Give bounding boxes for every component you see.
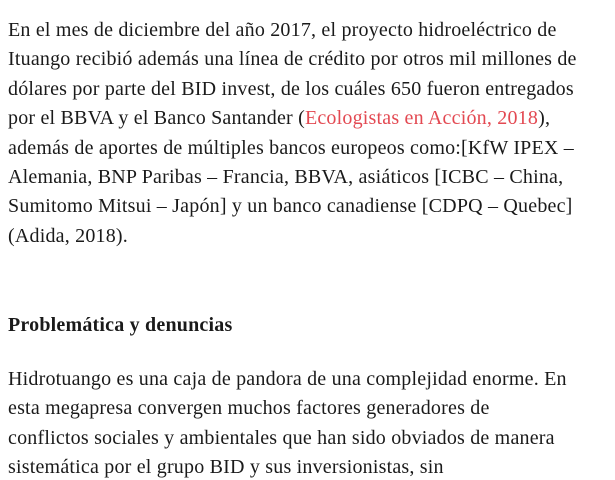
text-line: Ituango recibió además una línea de crédito por otros mil millones de (8, 48, 577, 71)
text-line: esta megapresa convergen muchos factores generadores de (8, 397, 490, 420)
text-line: Alemania, BNP Paribas – Francia, BBVA, asiáticos [ICBC – China, (8, 166, 564, 189)
paragraph-problematica (8, 365, 611, 480)
paragraph-financing (8, 16, 611, 251)
citation-link-ecologistas[interactable]: Ecologistas en Acción, 2018 (304, 107, 539, 130)
text-line: dólares por parte del BID invest, de los cuáles 650 fueron entregados (8, 77, 574, 100)
text-line: conflictos sociales y ambientales que han sido obviados de manera (8, 426, 555, 449)
text-line: En el mes de diciembre del año 2017, el proyecto hidroeléctrico de (8, 19, 557, 41)
text-line: Hidrotuango es una caja de pandora de una complejidad enorme. En (8, 368, 567, 390)
text-line: además de aportes de múltiples bancos europeos como:[KfW IPEX – (8, 136, 574, 159)
section-heading-problematica: Problemática y denuncias (8, 313, 233, 336)
text-line: (Adida, 2018). (8, 224, 128, 247)
text-segment: ), (538, 107, 551, 130)
text-line: Sumitomo Mitsui – Japón] y un banco canadiense [CDPQ – Quebec] (8, 195, 573, 218)
text-line-with-citation (8, 104, 611, 133)
text-line: sistemática por el grupo BID y sus inversionistas, sin (8, 456, 444, 479)
text-segment: por el BBVA y el Banco Santander ( (8, 107, 305, 130)
